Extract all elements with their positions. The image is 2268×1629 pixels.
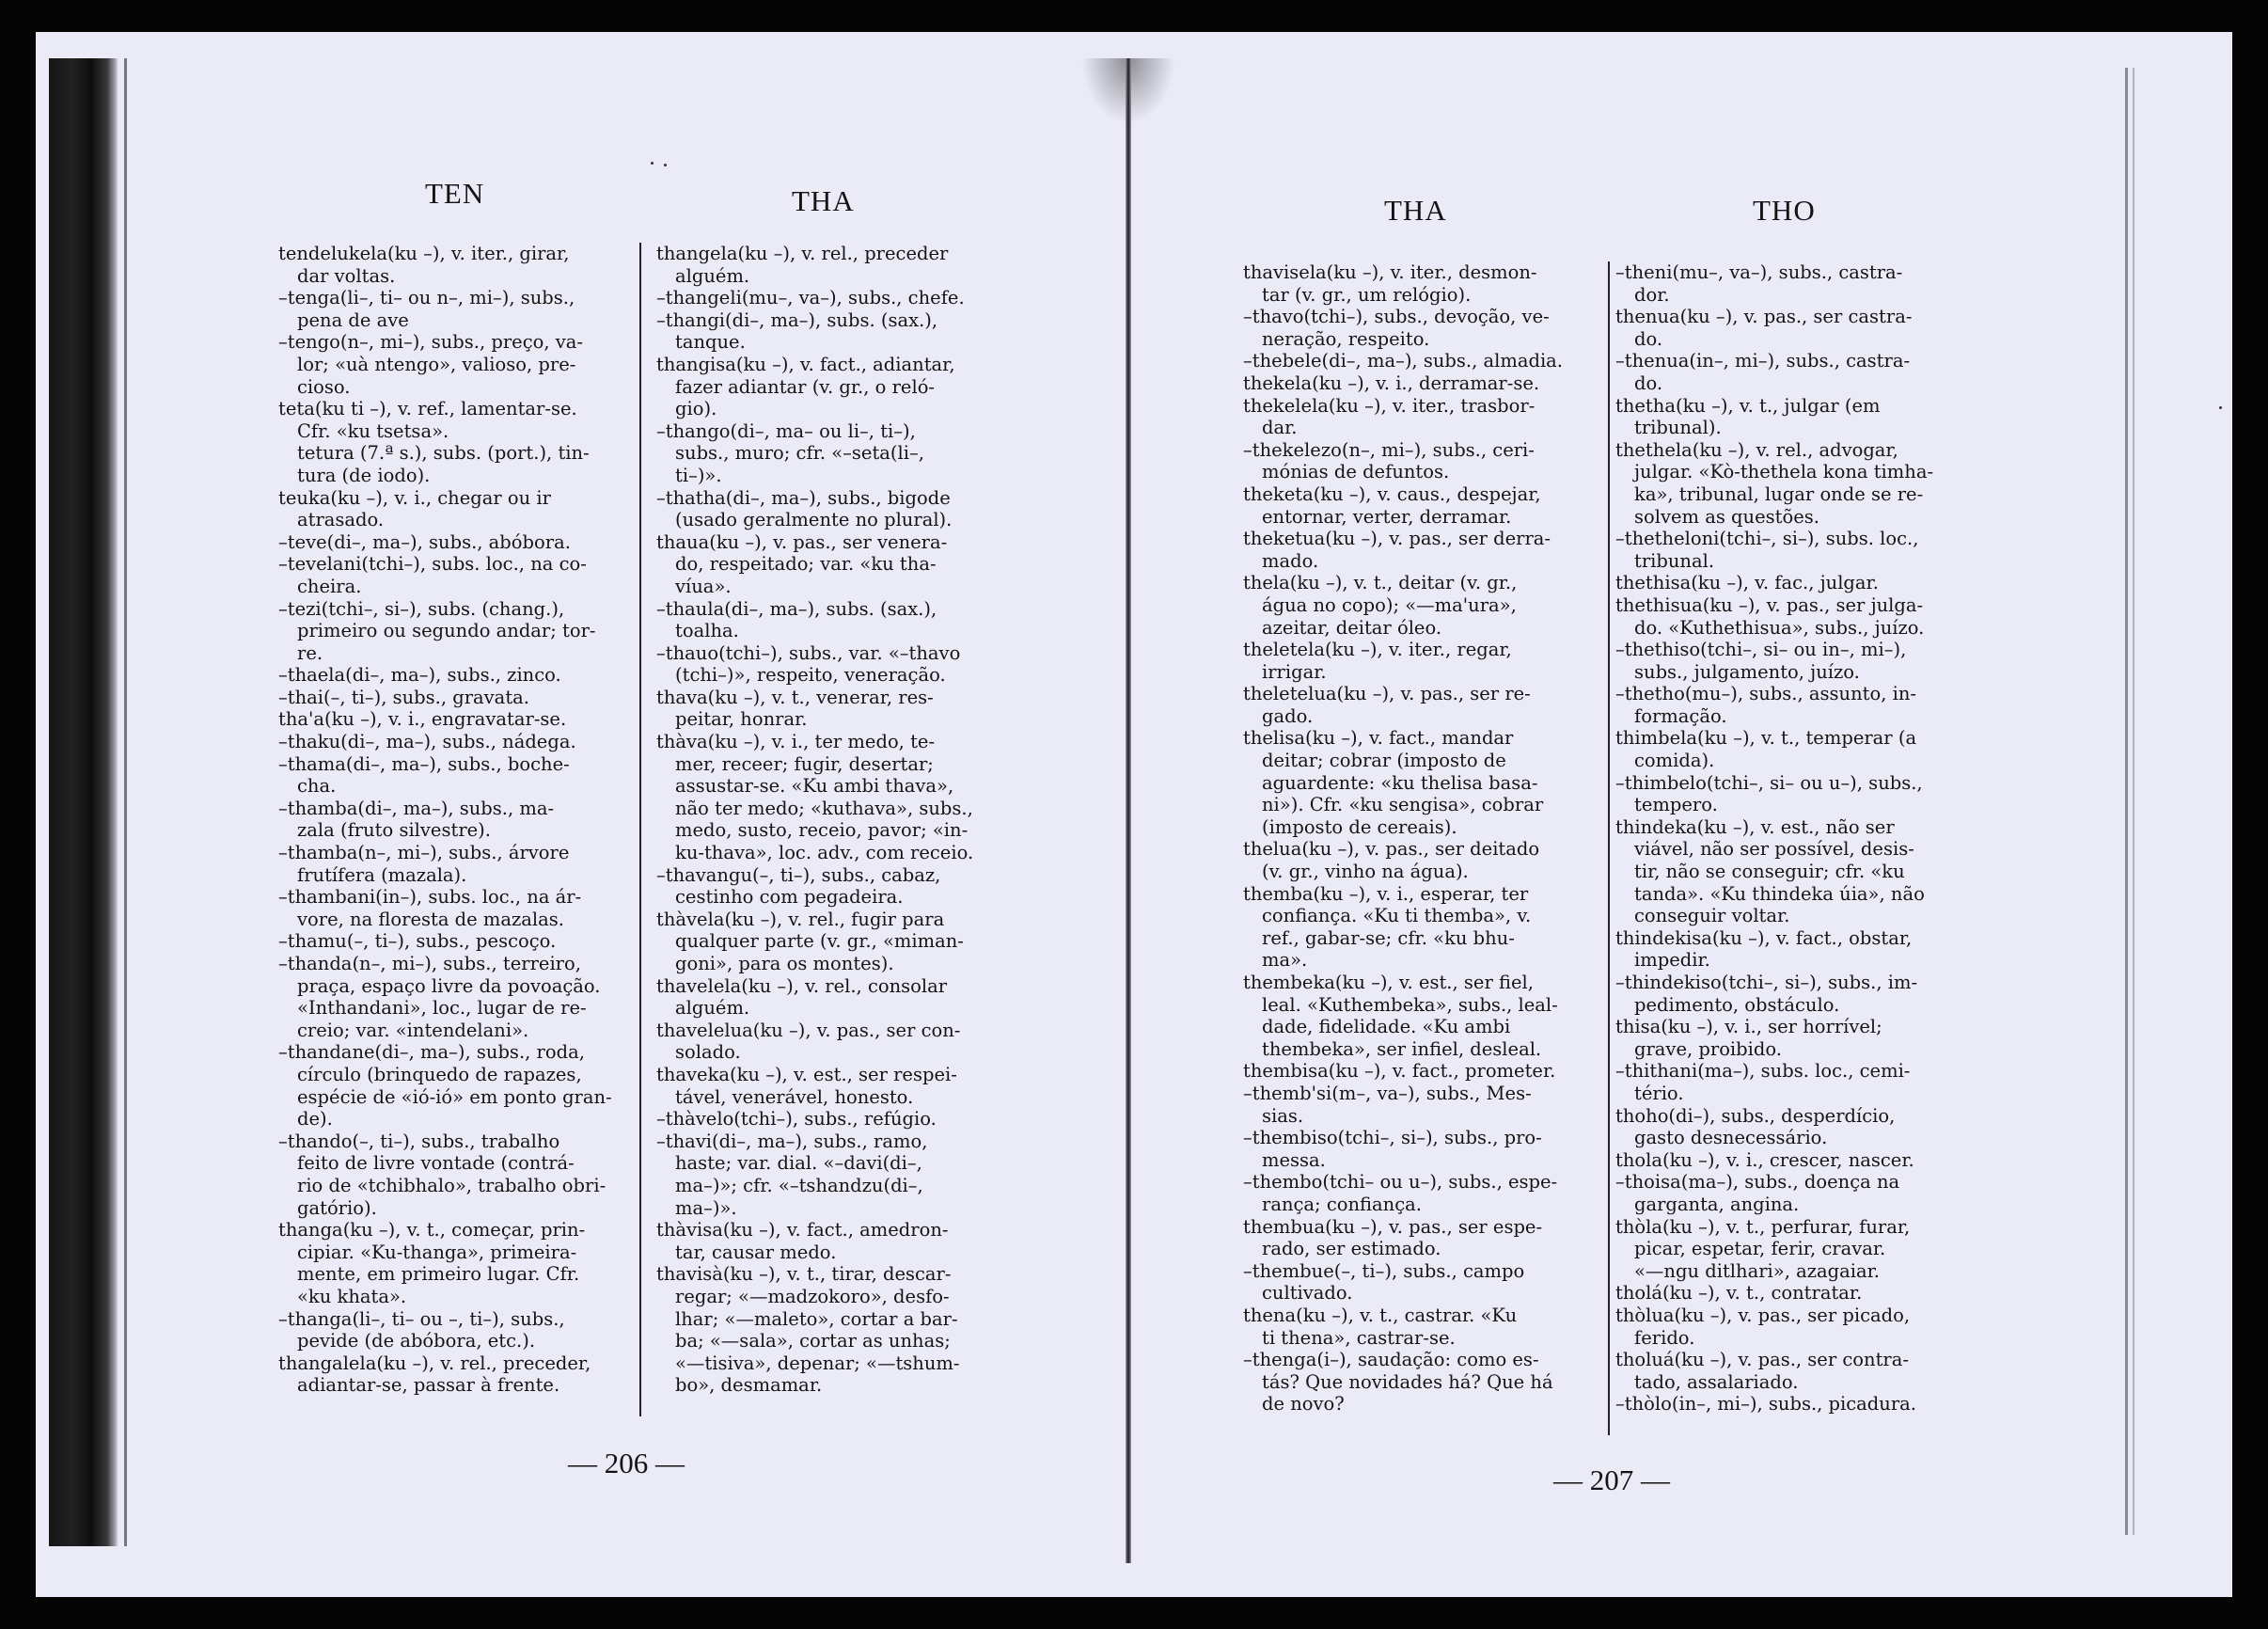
dictionary-line: thethisua(ku –), v. pas., ser julga- [1615, 593, 1924, 616]
left-page-column-2 [656, 243, 1010, 1397]
dictionary-line: espécie de «ió-ió» em ponto gran- [297, 1085, 612, 1108]
dictionary-line: ferido. [1634, 1326, 1695, 1349]
dictionary-line: irrigar. [1262, 660, 1327, 683]
dictionary-line: thimbela(ku –), v. t., temperar (a [1615, 727, 1917, 750]
dictionary-line: adiantar-se, passar à frente. [297, 1374, 560, 1397]
dictionary-line: (usado geralmente no plural). [675, 509, 953, 531]
dictionary-line: theketa(ku –), v. caus., despejar, [1243, 482, 1541, 505]
dictionary-line: thindeka(ku –), v. est., não ser [1615, 815, 1895, 838]
dictionary-line: re. [297, 641, 323, 664]
dictionary-line: grave, proibido. [1634, 1037, 1782, 1060]
dictionary-line: –thavi(di–, ma–), subs., ramo, [656, 1130, 928, 1152]
dictionary-line: haste; var. dial. «–davi(di–, [675, 1152, 922, 1175]
dictionary-line: água no copo); «—ma'ura», [1262, 593, 1517, 616]
dictionary-line: thenua(ku –), v. pas., ser castra- [1615, 306, 1913, 328]
dictionary-line: do. [1634, 327, 1663, 350]
dictionary-line: ma–)»; cfr. «–tshandzu(di–, [675, 1174, 923, 1196]
left-page-column-rule [639, 243, 641, 1416]
dictionary-line: thàva(ku –), v. i., ter medo, te- [656, 731, 936, 753]
dictionary-line: –tezi(tchi–, si–), subs. (chang.), [278, 597, 565, 620]
dictionary-line: –thòlo(in–, mi–), subs., picadura. [1615, 1393, 1916, 1415]
dictionary-line: formação. [1634, 704, 1727, 727]
dictionary-line: thetha(ku –), v. t., julgar (em [1615, 394, 1881, 417]
dictionary-line: –themb'si(m–, va–), subs., Mes- [1243, 1082, 1532, 1104]
dictionary-line: dar voltas. [297, 264, 396, 287]
dictionary-line: bo», desmamar. [675, 1374, 823, 1397]
dictionary-line: –thindekiso(tchi–, si–), subs., im- [1615, 972, 1918, 993]
dictionary-line: tendelukela(ku –), v. iter., girar, [278, 243, 570, 264]
dictionary-line: thela(ku –), v. t., deitar (v. gr., [1243, 572, 1518, 594]
dictionary-line: solado. [675, 1041, 741, 1064]
dictionary-line: conseguir voltar. [1634, 905, 1790, 927]
dictionary-line: thekela(ku –), v. i., derramar-se. [1243, 372, 1540, 394]
dictionary-line: (v. gr., vinho na água). [1262, 861, 1469, 883]
dictionary-line: –tenga(li–, ti– ou n–, mi–), subs., [278, 287, 575, 309]
dictionary-line: tribunal. [1634, 549, 1715, 572]
dictionary-line: lor; «uà ntengo», valioso, pre- [297, 353, 576, 375]
dictionary-line: subs., julgamento, juízo. [1634, 660, 1860, 683]
dictionary-line: thembeka(ku –), v. est., ser fiel, [1243, 972, 1534, 993]
dictionary-line: pedimento, obstáculo. [1634, 993, 1840, 1016]
dictionary-line: «—tisiva», depenar; «—tshum- [675, 1352, 960, 1374]
dictionary-line: –thekelezo(n–, mi–), subs., ceri- [1243, 438, 1535, 461]
right-page-column-1 [1243, 261, 1604, 1415]
scan-speck [2219, 406, 2222, 409]
dictionary-line: thembua(ku –), v. pas., ser espe- [1243, 1215, 1543, 1238]
dictionary-line: thòlua(ku –), v. pas., ser picado, [1615, 1304, 1911, 1326]
dictionary-line: de novo? [1262, 1393, 1345, 1415]
dictionary-line: qualquer parte (v. gr., «miman- [675, 930, 964, 953]
dictionary-line: «—ngu ditlhari», azagaiar. [1634, 1259, 1880, 1282]
dictionary-line: medo, susto, receio, pavor; «in- [675, 819, 969, 842]
dictionary-line: tholá(ku –), v. t., contratar. [1615, 1282, 1863, 1305]
dictionary-line: ku-thava», loc. adv., com receio. [675, 842, 974, 864]
dictionary-line: tura (de iodo). [297, 464, 431, 486]
book-gutter [1126, 58, 1131, 1563]
dictionary-line: mente, em primeiro lugar. Cfr. [297, 1263, 580, 1286]
dictionary-line: zala (fruto silvestre). [297, 819, 491, 842]
dictionary-line: –thamba(di–, ma–), subs., ma- [278, 797, 555, 819]
dictionary-line: thoho(di–), subs., desperdício, [1615, 1104, 1896, 1127]
dictionary-line: –thango(di–, ma– ou li–, ti–), [656, 419, 916, 442]
dictionary-line: tar (v. gr., um relógio). [1262, 283, 1472, 306]
dictionary-line: «Inthandani», loc., lugar de re- [297, 997, 587, 1020]
right-page-header-right: THO [1753, 194, 1816, 227]
dictionary-line: praça, espaço livre da povoação. [297, 974, 601, 997]
dictionary-line: thavelela(ku –), v. rel., consolar [656, 974, 948, 997]
dictionary-line: gatório). [297, 1196, 377, 1219]
dictionary-line: dor. [1634, 283, 1670, 306]
dictionary-line: Cfr. «ku tsetsa». [297, 419, 449, 442]
dictionary-line: –thebele(di–, ma–), subs., almadia. [1243, 350, 1564, 372]
dictionary-line: thindekisa(ku –), v. fact., obstar, [1615, 926, 1913, 949]
dictionary-line: lhar; «—maleto», cortar a bar- [675, 1307, 958, 1330]
left-page-number: — 206 — [568, 1447, 685, 1479]
dictionary-line: –thembue(–, ti–), subs., campo [1243, 1259, 1525, 1282]
dictionary-line: thaveka(ku –), v. est., ser respei- [656, 1063, 957, 1085]
scan-speck [651, 162, 654, 165]
dictionary-line: tável, venerável, honesto. [675, 1085, 914, 1108]
dictionary-line: –thithani(ma–), subs. loc., cemi- [1615, 1060, 1911, 1083]
dictionary-line: frutífera (mazala). [297, 863, 467, 886]
left-book-edge-shadow [49, 58, 118, 1546]
dictionary-line: picar, espetar, ferir, cravar. [1634, 1238, 1886, 1260]
dictionary-line: –thetho(mu–), subs., assunto, in- [1615, 683, 1916, 705]
left-margin-line [124, 58, 127, 1546]
dictionary-line: dade, fidelidade. «Ku ambi [1262, 1016, 1511, 1038]
dictionary-line: thena(ku –), v. t., castrar. «Ku [1243, 1304, 1518, 1326]
dictionary-line: tar, causar medo. [675, 1241, 837, 1263]
dictionary-line: –tengo(n–, mi–), subs., preço, va- [278, 331, 583, 354]
dictionary-line: –thaula(di–, ma–), subs. (sax.), [656, 597, 937, 620]
dictionary-line: tribunal). [1634, 417, 1722, 439]
dictionary-line: mado. [1262, 549, 1319, 572]
dictionary-line: cipiar. «Ku-thanga», primeira- [297, 1241, 577, 1263]
dictionary-line: cultivado. [1262, 1282, 1353, 1305]
dictionary-line: –thai(–, ti–), subs., gravata. [278, 686, 529, 708]
dictionary-line: tir, não se conseguir; cfr. «ku [1634, 861, 1905, 883]
dictionary-line: deitar; cobrar (imposto de [1262, 750, 1506, 772]
dictionary-line: vore, na floresta de mazalas. [297, 908, 564, 930]
dictionary-line: fazer adiantar (v. gr., o reló- [675, 375, 936, 398]
dictionary-line: tanque. [675, 331, 746, 354]
dictionary-line: –thambani(in–), subs. loc., na ár- [278, 886, 582, 909]
dictionary-line: thelua(ku –), v. pas., ser deitado [1243, 838, 1540, 861]
dictionary-line: thaua(ku –), v. pas., ser venera- [656, 530, 948, 553]
dictionary-line: –thenga(i–), saudação: como es- [1243, 1349, 1539, 1371]
dictionary-line: –theni(mu–, va–), subs., castra- [1615, 261, 1903, 283]
dictionary-line: subs., muro; cfr. «–seta(li–, [675, 442, 924, 465]
dictionary-line: aguardente: «ku thelisa basa- [1262, 771, 1538, 794]
dictionary-line: comida). [1634, 750, 1715, 772]
dictionary-line: gio). [675, 398, 717, 420]
dictionary-line: –thauo(tchi–), subs., var. «–thavo [656, 641, 961, 664]
dictionary-line: –thavangu(–, ti–), subs., cabaz, [656, 863, 941, 886]
dictionary-line: tholuá(ku –), v. pas., ser contra- [1615, 1349, 1909, 1371]
right-page-column-rule [1608, 261, 1610, 1435]
dictionary-line: –thama(di–, ma–), subs., boche- [278, 752, 570, 775]
dictionary-line: «ku khata». [297, 1285, 407, 1307]
dictionary-line: –thethiso(tchi–, si– ou in–, mi–), [1615, 639, 1907, 661]
dictionary-line: mer, receer; fugir, desertar; [675, 752, 934, 775]
dictionary-line: teuka(ku –), v. i., chegar ou ir [278, 486, 551, 509]
dictionary-line: impedir. [1634, 949, 1710, 972]
right-page-column-2 [1615, 261, 1977, 1415]
dictionary-line: tanda». «Ku thindeka úia», não [1634, 882, 1925, 905]
dictionary-line: –tevelani(tchi–), subs. loc., na co- [278, 553, 587, 576]
dictionary-line: –thimbelo(tchi–, si– ou u–), subs., [1615, 771, 1923, 794]
dictionary-line: –thando(–, ti–), subs., trabalho [278, 1130, 560, 1152]
dictionary-line: thavelelua(ku –), v. pas., ser con- [656, 1019, 961, 1041]
left-page-header-left: TEN [425, 177, 485, 210]
dictionary-line: ni»). Cfr. «ku sengisa», cobrar [1262, 794, 1544, 816]
dictionary-line: thangela(ku –), v. rel., preceder [656, 243, 949, 264]
dictionary-line: thanga(ku –), v. t., começar, prin- [278, 1219, 586, 1242]
dictionary-line: (imposto de cereais). [1262, 815, 1457, 838]
dictionary-line: –thanga(li–, ti– ou –, ti–), subs., [278, 1307, 565, 1330]
dictionary-line: ba; «—sala», cortar as unhas; [675, 1330, 951, 1352]
dictionary-line: –teve(di–, ma–), subs., abóbora. [278, 530, 571, 553]
dictionary-line: –thamba(n–, mi–), subs., árvore [278, 842, 570, 864]
dictionary-line: creio; var. «intendelani». [297, 1019, 529, 1041]
dictionary-line: ti–)». [675, 464, 722, 486]
dictionary-line: tás? Que novidades há? Que há [1262, 1370, 1553, 1393]
dictionary-line: do. [1634, 372, 1663, 394]
dictionary-line: –thaku(di–, ma–), subs., nádega. [278, 731, 576, 753]
dictionary-line: themba(ku –), v. i., esperar, ter [1243, 882, 1529, 905]
dictionary-line: assustar-se. «Ku ambi thava», [675, 775, 954, 798]
left-page-header-right: THA [792, 184, 855, 217]
dictionary-line: toalha. [675, 620, 739, 642]
dictionary-line: pevide (de abóbora, etc.). [297, 1330, 536, 1352]
right-page-number: — 207 — [1553, 1463, 1670, 1496]
dictionary-line: pena de ave [297, 308, 409, 331]
dictionary-line: –thandane(di–, ma–), subs., roda, [278, 1041, 585, 1064]
dictionary-line: –thoisa(ma–), subs., doença na [1615, 1171, 1900, 1194]
dictionary-line: thavisela(ku –), v. iter., desmon- [1243, 261, 1537, 283]
dictionary-line: –thangi(di–, ma–), subs. (sax.), [656, 308, 938, 331]
dictionary-line: goni», para os montes). [675, 953, 894, 974]
dictionary-line: peitar, honrar. [675, 708, 808, 731]
dictionary-line: thavisà(ku –), v. t., tirar, descar- [656, 1263, 952, 1286]
dictionary-line: thethela(ku –), v. rel., advogar, [1615, 438, 1898, 461]
dictionary-line: ma». [1262, 949, 1308, 972]
dictionary-line: cha. [297, 775, 337, 798]
dictionary-line: atrasado. [297, 509, 385, 531]
dictionary-line: entornar, verter, derramar. [1262, 505, 1512, 528]
dictionary-line: –thatha(di–, ma–), subs., bigode [656, 486, 951, 509]
dictionary-line: –thamu(–, ti–), subs., pescoço. [278, 930, 557, 953]
left-page-column-1 [278, 243, 632, 1397]
dictionary-line: viável, não ser possível, desis- [1634, 838, 1914, 861]
dictionary-line: thàvisa(ku –), v. fact., amedron- [656, 1219, 949, 1242]
dictionary-line: alguém. [675, 997, 750, 1020]
dictionary-line: cioso. [297, 375, 351, 398]
dictionary-line: ma–)». [675, 1196, 737, 1219]
dictionary-line: tempero. [1634, 794, 1718, 816]
dictionary-line: gasto desnecessário. [1634, 1127, 1828, 1149]
dictionary-line: leal. «Kuthembeka», subs., leal- [1262, 993, 1558, 1016]
dictionary-line: theletela(ku –), v. iter., regar, [1243, 639, 1512, 661]
dictionary-line: confiança. «Ku ti themba», v. [1262, 905, 1532, 927]
dictionary-line: –thanda(n–, mi–), subs., terreiro, [278, 953, 581, 974]
dictionary-line: sias. [1262, 1104, 1304, 1127]
dictionary-line: (tchi–)», respeito, veneração. [675, 664, 946, 687]
dictionary-line: thangalela(ku –), v. rel., preceder, [278, 1352, 591, 1374]
dictionary-line: –thàvelo(tchi–), subs., refúgio. [656, 1108, 937, 1131]
right-book-edge-line-inner [2133, 68, 2134, 1535]
dictionary-line: theketua(ku –), v. pas., ser derra- [1243, 528, 1551, 550]
dictionary-line: –thetheloni(tchi–, si–), subs. loc., [1615, 528, 1919, 550]
dictionary-line: ka», tribunal, lugar onde se re- [1634, 482, 1924, 505]
dictionary-line: thembeka», ser infiel, desleal. [1262, 1037, 1542, 1060]
dictionary-line: rança; confiança. [1262, 1193, 1422, 1215]
dictionary-line: garganta, angina. [1634, 1193, 1800, 1215]
dictionary-line: neração, respeito. [1262, 327, 1430, 350]
dictionary-line: círculo (brinquedo de rapazes, [297, 1063, 582, 1085]
dictionary-line: do, respeitado; var. «ku tha- [675, 553, 937, 576]
dictionary-line: messa. [1262, 1148, 1326, 1171]
dictionary-line: cheira. [297, 575, 362, 597]
dictionary-line: teta(ku ti –), v. ref., lamentar-se. [278, 398, 577, 420]
dictionary-line: thola(ku –), v. i., crescer, nascer. [1615, 1148, 1914, 1171]
dictionary-line: thethisa(ku –), v. fac., julgar. [1615, 572, 1879, 594]
dictionary-line: thava(ku –), v. t., venerar, res- [656, 686, 934, 708]
dictionary-line: tetura (7.ª s.), subs. (port.), tin- [297, 442, 590, 465]
dictionary-line: thelisa(ku –), v. fact., mandar [1243, 727, 1514, 750]
dictionary-line: regar; «—madzokoro», desfo- [675, 1285, 950, 1307]
dictionary-line: tha'a(ku –), v. i., engravatar-se. [278, 708, 567, 731]
dictionary-line: julgar. «Kò-thethela kona timha- [1634, 461, 1934, 483]
dictionary-line: gado. [1262, 704, 1314, 727]
dictionary-line: –thaela(di–, ma–), subs., zinco. [278, 664, 561, 687]
dictionary-line: –thenua(in–, mi–), subs., castra- [1615, 350, 1911, 372]
dictionary-line: primeiro ou segundo andar; tor- [297, 620, 596, 642]
dictionary-line: alguém. [675, 264, 750, 287]
dictionary-line: thòla(ku –), v. t., perfurar, furar, [1615, 1215, 1911, 1238]
right-book-edge-line [2125, 68, 2128, 1535]
dictionary-line: ref., gabar-se; cfr. «ku bhu- [1262, 926, 1515, 949]
dictionary-line: feito de livre vontade (contrá- [297, 1152, 575, 1175]
dictionary-line: rio de «tchibhalo», trabalho obri- [297, 1174, 606, 1196]
dictionary-line: de). [297, 1108, 333, 1131]
dictionary-line: thisa(ku –), v. i., ser horrível; [1615, 1016, 1882, 1038]
dictionary-line: tério. [1634, 1082, 1684, 1104]
dictionary-line: azeitar, deitar óleo. [1262, 616, 1442, 639]
dictionary-line: –thembo(tchi– ou u–), subs., espe- [1243, 1171, 1558, 1194]
dictionary-line: –thavo(tchi–), subs., devoção, ve- [1243, 306, 1550, 328]
dictionary-line: víua». [675, 575, 732, 597]
dictionary-line: thàvela(ku –), v. rel., fugir para [656, 908, 945, 930]
dictionary-line: thangisa(ku –), v. fact., adiantar, [656, 353, 955, 375]
dictionary-line: –thangeli(mu–, va–), subs., chefe. [656, 287, 965, 309]
dictionary-line: ti thena», castrar-se. [1262, 1326, 1456, 1349]
dictionary-line: rado, ser estimado. [1262, 1238, 1441, 1260]
dictionary-line: mónias de defuntos. [1262, 461, 1450, 483]
scan-speck [664, 164, 667, 166]
dictionary-line: solvem as questões. [1634, 505, 1819, 528]
dictionary-line: do. «Kuthethisua», subs., juízo. [1634, 616, 1925, 639]
right-page-header-left: THA [1384, 194, 1447, 227]
dictionary-line: thekelela(ku –), v. iter., trasbor- [1243, 394, 1536, 417]
dictionary-line: cestinho com pegadeira. [675, 886, 904, 909]
dictionary-line: –thembiso(tchi–, si–), subs., pro- [1243, 1127, 1542, 1149]
dictionary-line: thembisa(ku –), v. fact., prometer. [1243, 1060, 1556, 1083]
dictionary-line: tado, assalariado. [1634, 1370, 1799, 1393]
dictionary-line: theletelua(ku –), v. pas., ser re- [1243, 683, 1531, 705]
dictionary-line: dar. [1262, 417, 1298, 439]
dictionary-line: não ter medo; «kuthava», subs., [675, 797, 973, 819]
